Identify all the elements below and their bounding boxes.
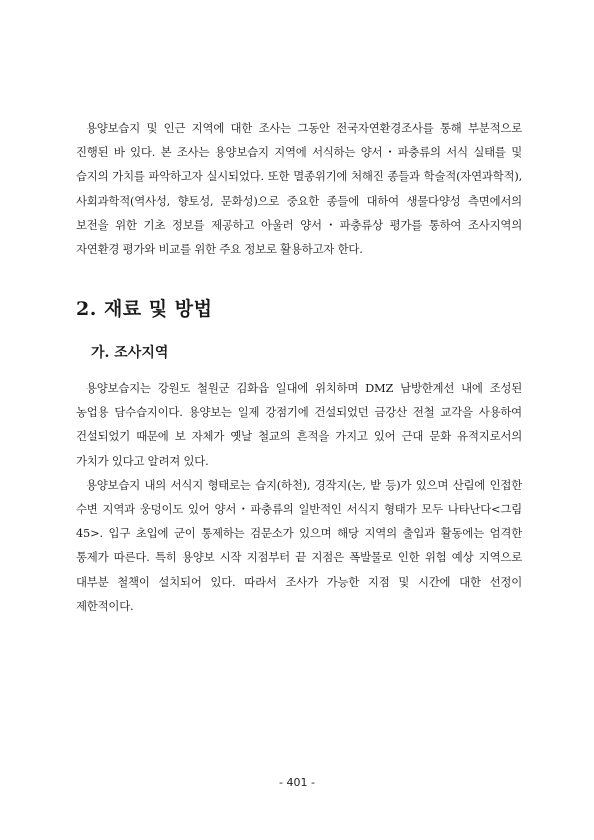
body-text-block [76, 376, 522, 618]
body-paragraph-1: 용양보습지는 강원도 철원군 김화읍 일대에 위치하며 DMZ 남방한계선 내에 조성된 농업용 담수습지이다. 용양보는 일제 강점기에 건설되었던 금강산 전철 교각을 사용하여 건설되었기 때문에 보 자체가 옛날 철교의 흔적을 가지고 있어 근대 문화 유적지로서의 가치가 있다고 알려져 있다. [76, 381, 522, 468]
subsection-heading: 가. 조사지역 [91, 345, 169, 361]
page-number: - 401 - [279, 776, 315, 789]
intro-text-block [76, 116, 522, 261]
intro-paragraph: 용양보습지 및 인근 지역에 대한 조사는 그동안 전국자연환경조사를 통해 부분적으로 진행된 바 있다. 본 조사는 용양보습지 지역에 서식하는 양서・파충류의 서식 실태를 및 습지의 가치를 파악하고자 실시되었다. 또한 멸종위기에 처해진 종들과 학술적(자연과학적), 사회과학적(역사성, 향토성, 문화성)으로 중요한 종들에 대하여 생물다양성 측면에서의 보전을 위한 기초 정보를 제공하고 아울러 양서・파충류상 평가를 통하여 조사지역의 자연환경 평가와 비교를 위한 주요 정보로 활용하고자 한다. [76, 121, 522, 257]
section-heading: 2. 재료 및 방법 [76, 298, 213, 320]
body-paragraph-2: 용양보습지 내의 서식지 형태로는 습지(하천), 경작지(논, 밭 등)가 있으며 산림에 인접한 수변 지역과 웅덩이도 있어 양서・파충류의 일반적인 서식지 형태가 모두 나타난다<그림 45>. 입구 초입에 군이 통제하는 검문소가 있으며 해당 지역의 출입과 활동에는 엄격한 통제가 따른다. 특히 용양보 시작 지점부터 끝 지점은 폭발물로 인한 위험 예상 지역으로 대부분 철책이 설치되어 있다. 따라서 조사가 가능한 지점 및 시간에 대한 선정이 제한적이다. [76, 477, 522, 613]
